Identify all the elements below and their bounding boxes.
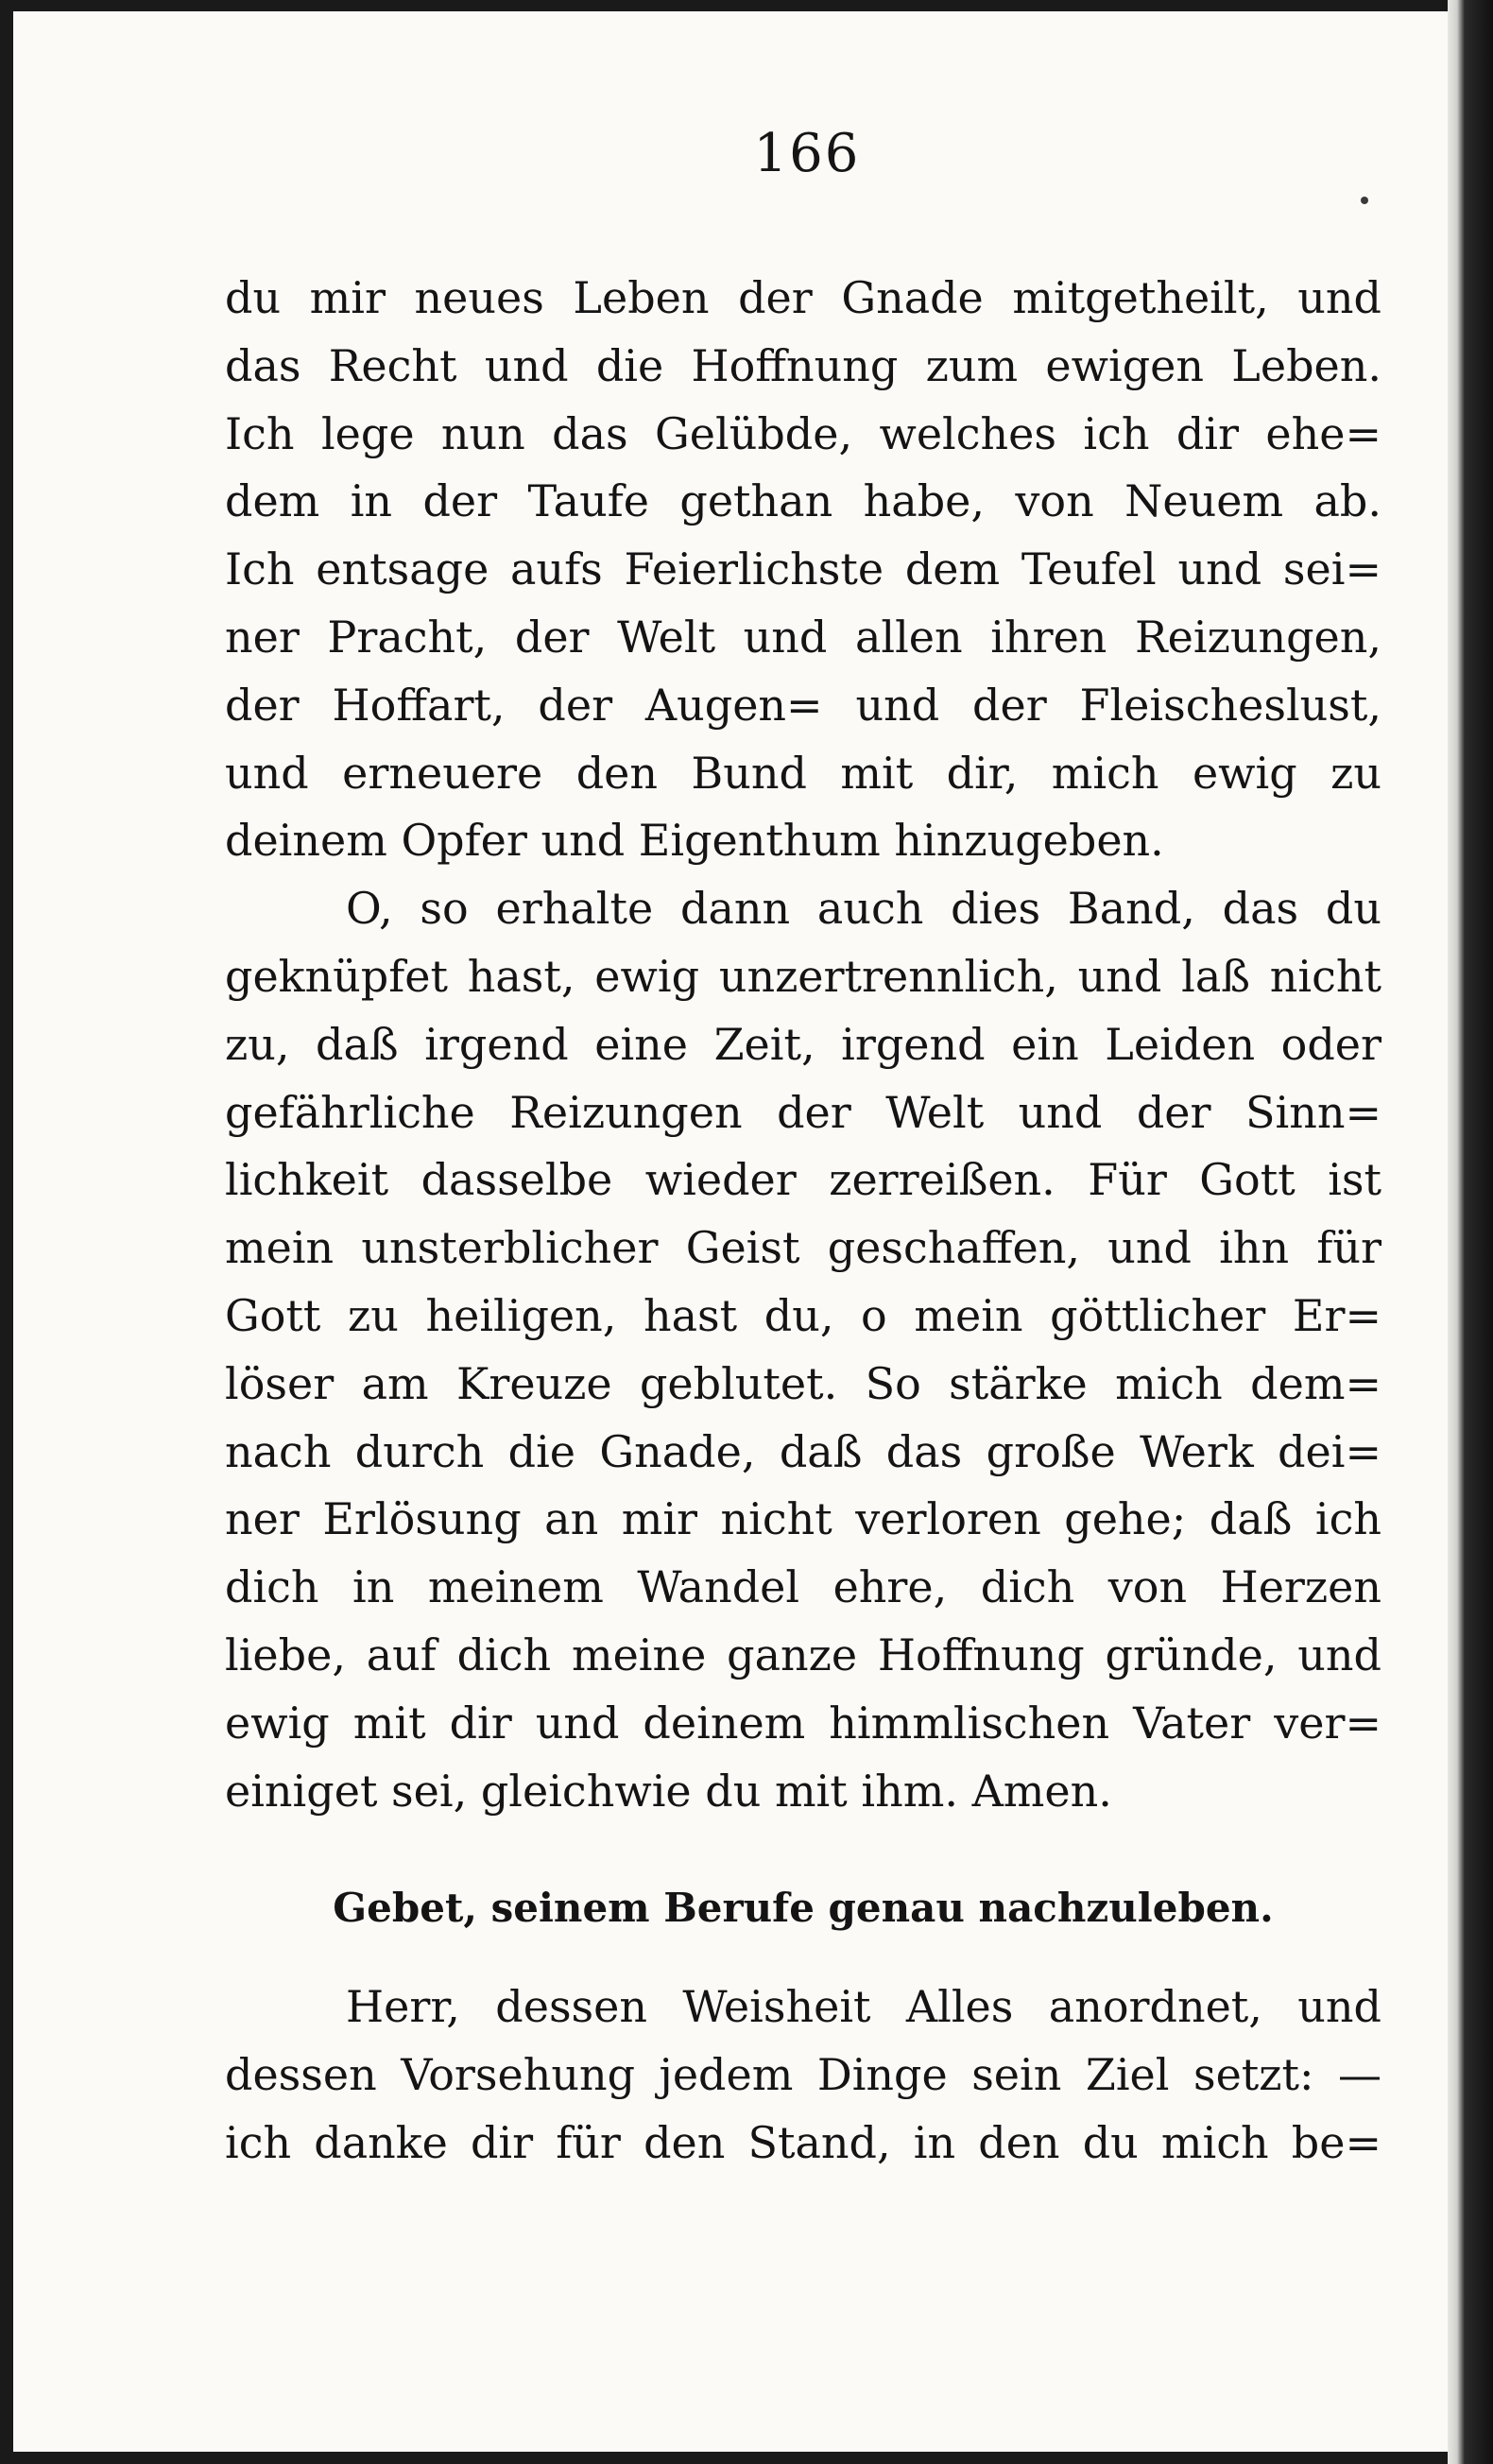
text-line: gefährliche Reizungen der Welt und der Sinn= (225, 1086, 1381, 1138)
book-page (13, 11, 1448, 2452)
text-line: mein unsterblicher Geist geschaffen, und ihn für (225, 1222, 1381, 1274)
text-line: einiget sei, gleichwie du mit ihm. Amen. (225, 1765, 1112, 1817)
text-line: Gott zu heiligen, hast du, o mein göttlicher Er= (225, 1289, 1381, 1341)
page-number: 166 (753, 123, 861, 184)
book-spine-edge (1448, 0, 1493, 2464)
text-line: liebe, auf dich meine ganze Hoffnung gründe, und (225, 1628, 1381, 1680)
text-line: der Hoffart, der Augen= und der Fleischeslust, (225, 679, 1381, 731)
text-line: das Recht und die Hoffnung zum ewigen Leben. (225, 339, 1381, 391)
text-line: Ich entsage aufs Feierlichste dem Teufel und sei= (225, 543, 1381, 595)
text-line: nach durch die Gnade, daß das große Werk dei= (225, 1425, 1381, 1477)
text-line: dem in der Taufe gethan habe, von Neuem ab. (225, 475, 1381, 527)
text-line: geknüpfet hast, ewig unzertrennlich, und laß nicht (225, 950, 1381, 1002)
text-line: ner Pracht, der Welt und allen ihren Reizungen, (225, 611, 1381, 663)
text-line: ewig mit dir und deinem himmlischen Vater ver= (225, 1697, 1381, 1749)
text-line: Ich lege nun das Gelübde, welches ich dir ehe= (225, 407, 1381, 459)
text-line: du mir neues Leben der Gnade mitgetheilt, und (225, 272, 1381, 323)
text-line: dich in meinem Wandel ehre, dich von Herzen (225, 1561, 1381, 1613)
text-line: O, so erhalte dann auch dies Band, das du (346, 883, 1381, 935)
text-line: deinem Opfer und Eigenthum hinzugeben. (225, 815, 1164, 867)
text-line: ich danke dir für den Stand, in den du mich be= (225, 2116, 1381, 2168)
section-heading: Gebet, seinem Berufe genau nachzuleben. (333, 1885, 1274, 1931)
text-line: zu, daß irgend eine Zeit, irgend ein Leiden oder (225, 1018, 1381, 1070)
text-line: und erneuere den Bund mit dir, mich ewig zu (225, 747, 1381, 799)
text-line: ner Erlösung an mir nicht verloren gehe; daß ich (225, 1493, 1381, 1545)
prayer-text-new (225, 1973, 1381, 2177)
prayer-text-continued (225, 265, 1381, 1825)
text-line: Herr, dessen Weisheit Alles anordnet, und (346, 1981, 1381, 2032)
text-line: löser am Kreuze geblutet. So stärke mich dem= (225, 1357, 1381, 1409)
text-line: dessen Vorsehung jedem Dinge sein Ziel setzt: — (225, 2048, 1381, 2100)
text-line: lichkeit dasselbe wieder zerreißen. Für Gott ist (225, 1154, 1381, 1206)
print-speck (1361, 197, 1368, 204)
